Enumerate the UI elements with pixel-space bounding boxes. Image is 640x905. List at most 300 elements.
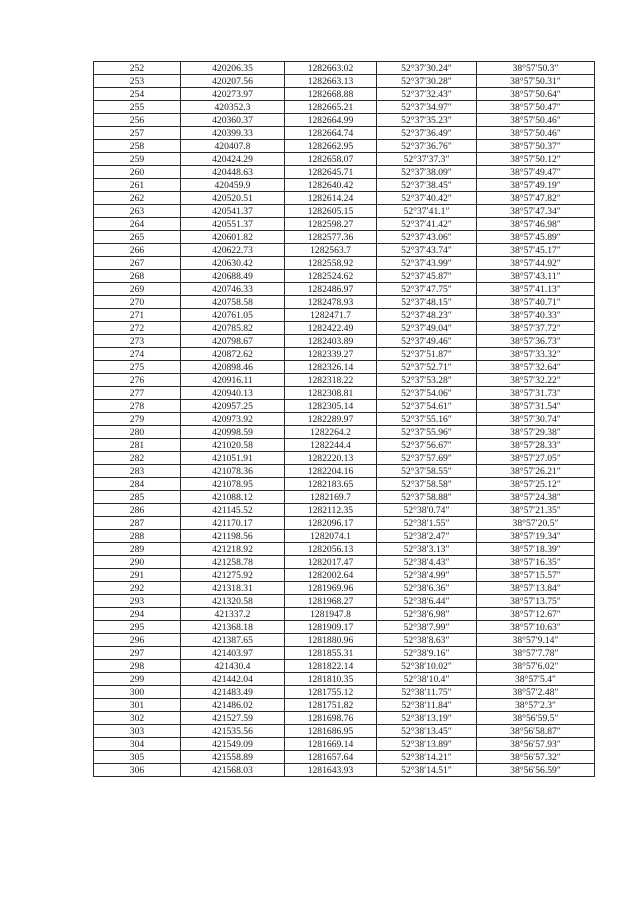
x-coordinate-cell: 420798.67 — [181, 335, 285, 348]
longitude-cell: 38°57′30.74″ — [477, 413, 595, 426]
table-row — [94, 75, 595, 88]
table-row — [94, 569, 595, 582]
table-row — [94, 88, 595, 101]
longitude-cell: 38°57′31.54″ — [477, 400, 595, 413]
x-coordinate-cell: 421078.95 — [181, 478, 285, 491]
latitude-cell: 52°37′53.28″ — [377, 374, 477, 387]
table-row — [94, 309, 595, 322]
table-row — [94, 582, 595, 595]
longitude-cell: 38°57′29.38″ — [477, 426, 595, 439]
point-number-cell: 266 — [94, 244, 181, 257]
x-coordinate-cell: 421558.89 — [181, 751, 285, 764]
y-coordinate-cell: 1281855.31 — [285, 647, 377, 660]
longitude-cell: 38°57′36.73″ — [477, 335, 595, 348]
latitude-cell: 52°37′34.97″ — [377, 101, 477, 114]
x-coordinate-cell: 420916.11 — [181, 374, 285, 387]
longitude-cell: 38°57′50.47″ — [477, 101, 595, 114]
x-coordinate-cell: 420630.42 — [181, 257, 285, 270]
latitude-cell: 52°38′13.19″ — [377, 712, 477, 725]
longitude-cell: 38°57′33.32″ — [477, 348, 595, 361]
longitude-cell: 38°57′5.4″ — [477, 673, 595, 686]
longitude-cell: 38°56′58.87″ — [477, 725, 595, 738]
point-number-cell: 272 — [94, 322, 181, 335]
point-number-cell: 274 — [94, 348, 181, 361]
y-coordinate-cell: 1282339.27 — [285, 348, 377, 361]
table-row — [94, 764, 595, 777]
x-coordinate-cell: 420746.33 — [181, 283, 285, 296]
y-coordinate-cell: 1282017.47 — [285, 556, 377, 569]
x-coordinate-cell: 420541.37 — [181, 205, 285, 218]
point-number-cell: 295 — [94, 621, 181, 634]
latitude-cell: 52°37′36.76″ — [377, 140, 477, 153]
latitude-cell: 52°38′4.43″ — [377, 556, 477, 569]
longitude-cell: 38°56′57.93″ — [477, 738, 595, 751]
longitude-cell: 38°57′45.17″ — [477, 244, 595, 257]
point-number-cell: 259 — [94, 153, 181, 166]
latitude-cell: 52°38′6.36″ — [377, 582, 477, 595]
longitude-cell: 38°57′9.14″ — [477, 634, 595, 647]
x-coordinate-cell: 420551.37 — [181, 218, 285, 231]
y-coordinate-cell: 1281686.95 — [285, 725, 377, 738]
point-number-cell: 277 — [94, 387, 181, 400]
latitude-cell: 52°37′51.87″ — [377, 348, 477, 361]
point-number-cell: 263 — [94, 205, 181, 218]
table-row — [94, 556, 595, 569]
coordinates-table — [93, 61, 595, 777]
x-coordinate-cell: 420872.62 — [181, 348, 285, 361]
longitude-cell: 38°57′40.71″ — [477, 296, 595, 309]
point-number-cell: 290 — [94, 556, 181, 569]
latitude-cell: 52°38′13.45″ — [377, 725, 477, 738]
y-coordinate-cell: 1281968.27 — [285, 595, 377, 608]
y-coordinate-cell: 1282662.95 — [285, 140, 377, 153]
y-coordinate-cell: 1282524.62 — [285, 270, 377, 283]
point-number-cell: 279 — [94, 413, 181, 426]
table-row — [94, 205, 595, 218]
x-coordinate-cell: 420940.13 — [181, 387, 285, 400]
point-number-cell: 280 — [94, 426, 181, 439]
point-number-cell: 297 — [94, 647, 181, 660]
y-coordinate-cell: 1281755.12 — [285, 686, 377, 699]
point-number-cell: 305 — [94, 751, 181, 764]
x-coordinate-cell: 421198.56 — [181, 530, 285, 543]
latitude-cell: 52°37′43.74″ — [377, 244, 477, 257]
latitude-cell: 52°38′10.4″ — [377, 673, 477, 686]
point-number-cell: 269 — [94, 283, 181, 296]
point-number-cell: 264 — [94, 218, 181, 231]
longitude-cell: 38°57′31.73″ — [477, 387, 595, 400]
longitude-cell: 38°57′6.02″ — [477, 660, 595, 673]
x-coordinate-cell: 421145.52 — [181, 504, 285, 517]
latitude-cell: 52°37′55.16″ — [377, 413, 477, 426]
x-coordinate-cell: 420758.58 — [181, 296, 285, 309]
y-coordinate-cell: 1282244.4 — [285, 439, 377, 452]
latitude-cell: 52°37′32.43″ — [377, 88, 477, 101]
x-coordinate-cell: 420352.3 — [181, 101, 285, 114]
x-coordinate-cell: 420998.59 — [181, 426, 285, 439]
y-coordinate-cell: 1282665.21 — [285, 101, 377, 114]
longitude-cell: 38°57′27.05″ — [477, 452, 595, 465]
latitude-cell: 52°37′58.88″ — [377, 491, 477, 504]
table-row — [94, 400, 595, 413]
longitude-cell: 38°57′13.75″ — [477, 595, 595, 608]
y-coordinate-cell: 1282640.42 — [285, 179, 377, 192]
latitude-cell: 52°37′30.28″ — [377, 75, 477, 88]
latitude-cell: 52°38′11.84″ — [377, 699, 477, 712]
y-coordinate-cell: 1282318.22 — [285, 374, 377, 387]
table-row — [94, 335, 595, 348]
x-coordinate-cell: 421387.65 — [181, 634, 285, 647]
latitude-cell: 52°37′41.1″ — [377, 205, 477, 218]
x-coordinate-cell: 421170.17 — [181, 517, 285, 530]
point-number-cell: 283 — [94, 465, 181, 478]
point-number-cell: 273 — [94, 335, 181, 348]
latitude-cell: 52°38′14.21″ — [377, 751, 477, 764]
y-coordinate-cell: 1282658.07 — [285, 153, 377, 166]
table-row — [94, 283, 595, 296]
longitude-cell: 38°57′32.64″ — [477, 361, 595, 374]
longitude-cell: 38°57′49.47″ — [477, 166, 595, 179]
y-coordinate-cell: 1282668.88 — [285, 88, 377, 101]
latitude-cell: 52°38′7.99″ — [377, 621, 477, 634]
x-coordinate-cell: 421218.92 — [181, 543, 285, 556]
table-row — [94, 725, 595, 738]
latitude-cell: 52°37′58.55″ — [377, 465, 477, 478]
point-number-cell: 300 — [94, 686, 181, 699]
table-row — [94, 270, 595, 283]
table-row — [94, 751, 595, 764]
longitude-cell: 38°57′20.5″ — [477, 517, 595, 530]
longitude-cell: 38°57′10.63″ — [477, 621, 595, 634]
latitude-cell: 52°38′8.63″ — [377, 634, 477, 647]
point-number-cell: 282 — [94, 452, 181, 465]
y-coordinate-cell: 1282264.2 — [285, 426, 377, 439]
y-coordinate-cell: 1282220.13 — [285, 452, 377, 465]
latitude-cell: 52°37′58.58″ — [377, 478, 477, 491]
latitude-cell: 52°37′56.67″ — [377, 439, 477, 452]
point-number-cell: 253 — [94, 75, 181, 88]
x-coordinate-cell: 421337.2 — [181, 608, 285, 621]
table-row — [94, 101, 595, 114]
point-number-cell: 256 — [94, 114, 181, 127]
table-row — [94, 374, 595, 387]
point-number-cell: 284 — [94, 478, 181, 491]
table-row — [94, 686, 595, 699]
y-coordinate-cell: 1282645.71 — [285, 166, 377, 179]
point-number-cell: 267 — [94, 257, 181, 270]
longitude-cell: 38°57′49.19″ — [477, 179, 595, 192]
longitude-cell: 38°57′21.35″ — [477, 504, 595, 517]
y-coordinate-cell: 1282096.17 — [285, 517, 377, 530]
y-coordinate-cell: 1282169.7 — [285, 491, 377, 504]
longitude-cell: 38°57′50.12″ — [477, 153, 595, 166]
latitude-cell: 52°38′2.47″ — [377, 530, 477, 543]
point-number-cell: 260 — [94, 166, 181, 179]
latitude-cell: 52°38′1.55″ — [377, 517, 477, 530]
x-coordinate-cell: 420448.63 — [181, 166, 285, 179]
table-row — [94, 608, 595, 621]
longitude-cell: 38°57′18.39″ — [477, 543, 595, 556]
longitude-cell: 38°57′24.38″ — [477, 491, 595, 504]
longitude-cell: 38°57′41.13″ — [477, 283, 595, 296]
latitude-cell: 52°37′40.42″ — [377, 192, 477, 205]
point-number-cell: 252 — [94, 62, 181, 75]
table-row — [94, 530, 595, 543]
y-coordinate-cell: 1282598.27 — [285, 218, 377, 231]
table-row — [94, 699, 595, 712]
longitude-cell: 38°57′15.57″ — [477, 569, 595, 582]
y-coordinate-cell: 1282605.15 — [285, 205, 377, 218]
longitude-cell: 38°57′13.84″ — [477, 582, 595, 595]
longitude-cell: 38°57′47.82″ — [477, 192, 595, 205]
table-row — [94, 231, 595, 244]
longitude-cell: 38°57′16.35″ — [477, 556, 595, 569]
y-coordinate-cell: 1281643.93 — [285, 764, 377, 777]
table-row — [94, 127, 595, 140]
latitude-cell: 52°37′48.23″ — [377, 309, 477, 322]
table-row — [94, 478, 595, 491]
longitude-cell: 38°57′50.46″ — [477, 114, 595, 127]
x-coordinate-cell: 420520.51 — [181, 192, 285, 205]
latitude-cell: 52°37′49.46″ — [377, 335, 477, 348]
point-number-cell: 262 — [94, 192, 181, 205]
x-coordinate-cell: 421368.18 — [181, 621, 285, 634]
table-row — [94, 387, 595, 400]
latitude-cell: 52°37′36.49″ — [377, 127, 477, 140]
table-row — [94, 62, 595, 75]
latitude-cell: 52°37′54.61″ — [377, 400, 477, 413]
point-number-cell: 287 — [94, 517, 181, 530]
longitude-cell: 38°57′47.34″ — [477, 205, 595, 218]
x-coordinate-cell: 420898.46 — [181, 361, 285, 374]
x-coordinate-cell: 420206.35 — [181, 62, 285, 75]
y-coordinate-cell: 1282002.64 — [285, 569, 377, 582]
x-coordinate-cell: 421403.97 — [181, 647, 285, 660]
latitude-cell: 52°38′6.98″ — [377, 608, 477, 621]
latitude-cell: 52°37′35.23″ — [377, 114, 477, 127]
table-row — [94, 738, 595, 751]
y-coordinate-cell: 1282112.35 — [285, 504, 377, 517]
table-row — [94, 166, 595, 179]
x-coordinate-cell: 420399.33 — [181, 127, 285, 140]
latitude-cell: 52°38′10.02″ — [377, 660, 477, 673]
x-coordinate-cell: 420360.37 — [181, 114, 285, 127]
x-coordinate-cell: 420207.56 — [181, 75, 285, 88]
longitude-cell: 38°57′46.98″ — [477, 218, 595, 231]
y-coordinate-cell: 1281947.8 — [285, 608, 377, 621]
point-number-cell: 298 — [94, 660, 181, 673]
longitude-cell: 38°56′56.59″ — [477, 764, 595, 777]
point-number-cell: 302 — [94, 712, 181, 725]
point-number-cell: 275 — [94, 361, 181, 374]
x-coordinate-cell: 420761.05 — [181, 309, 285, 322]
latitude-cell: 52°37′57.69″ — [377, 452, 477, 465]
y-coordinate-cell: 1282471.7 — [285, 309, 377, 322]
latitude-cell: 52°38′9.16″ — [377, 647, 477, 660]
table-row — [94, 621, 595, 634]
latitude-cell: 52°37′54.06″ — [377, 387, 477, 400]
table-row — [94, 673, 595, 686]
point-number-cell: 265 — [94, 231, 181, 244]
latitude-cell: 52°37′52.71″ — [377, 361, 477, 374]
point-number-cell: 255 — [94, 101, 181, 114]
latitude-cell: 52°37′41.42″ — [377, 218, 477, 231]
latitude-cell: 52°38′14.51″ — [377, 764, 477, 777]
y-coordinate-cell: 1282558.92 — [285, 257, 377, 270]
table-row — [94, 361, 595, 374]
y-coordinate-cell: 1282183.65 — [285, 478, 377, 491]
latitude-cell: 52°38′0.74″ — [377, 504, 477, 517]
latitude-cell: 52°37′47.75″ — [377, 283, 477, 296]
x-coordinate-cell: 421318.31 — [181, 582, 285, 595]
point-number-cell: 268 — [94, 270, 181, 283]
y-coordinate-cell: 1282305.14 — [285, 400, 377, 413]
point-number-cell: 281 — [94, 439, 181, 452]
table-row — [94, 647, 595, 660]
table-row — [94, 114, 595, 127]
y-coordinate-cell: 1282478.93 — [285, 296, 377, 309]
point-number-cell: 258 — [94, 140, 181, 153]
x-coordinate-cell: 420601.82 — [181, 231, 285, 244]
latitude-cell: 52°38′3.13″ — [377, 543, 477, 556]
table-row — [94, 140, 595, 153]
x-coordinate-cell: 421051.91 — [181, 452, 285, 465]
point-number-cell: 254 — [94, 88, 181, 101]
point-number-cell: 270 — [94, 296, 181, 309]
longitude-cell: 38°57′43.11″ — [477, 270, 595, 283]
longitude-cell: 38°57′7.78″ — [477, 647, 595, 660]
longitude-cell: 38°57′50.3″ — [477, 62, 595, 75]
table-row — [94, 465, 595, 478]
y-coordinate-cell: 1282664.74 — [285, 127, 377, 140]
x-coordinate-cell: 420273.97 — [181, 88, 285, 101]
table-row — [94, 634, 595, 647]
table-row — [94, 543, 595, 556]
y-coordinate-cell: 1282486.97 — [285, 283, 377, 296]
table-row — [94, 322, 595, 335]
latitude-cell: 52°38′6.44″ — [377, 595, 477, 608]
y-coordinate-cell: 1281698.76 — [285, 712, 377, 725]
y-coordinate-cell: 1282403.89 — [285, 335, 377, 348]
point-number-cell: 299 — [94, 673, 181, 686]
longitude-cell: 38°57′2.3″ — [477, 699, 595, 712]
table-row — [94, 179, 595, 192]
point-number-cell: 276 — [94, 374, 181, 387]
x-coordinate-cell: 421258.78 — [181, 556, 285, 569]
latitude-cell: 52°37′55.96″ — [377, 426, 477, 439]
longitude-cell: 38°57′50.31″ — [477, 75, 595, 88]
table-row — [94, 491, 595, 504]
x-coordinate-cell: 421320.58 — [181, 595, 285, 608]
table-row — [94, 244, 595, 257]
longitude-cell: 38°57′45.89″ — [477, 231, 595, 244]
longitude-cell: 38°57′19.34″ — [477, 530, 595, 543]
latitude-cell: 52°37′48.15″ — [377, 296, 477, 309]
table-row — [94, 660, 595, 673]
y-coordinate-cell: 1281909.17 — [285, 621, 377, 634]
point-number-cell: 306 — [94, 764, 181, 777]
longitude-cell: 38°57′2.48″ — [477, 686, 595, 699]
y-coordinate-cell: 1282663.02 — [285, 62, 377, 75]
x-coordinate-cell: 421078.36 — [181, 465, 285, 478]
table-row — [94, 348, 595, 361]
latitude-cell: 52°38′11.75″ — [377, 686, 477, 699]
x-coordinate-cell: 420957.25 — [181, 400, 285, 413]
y-coordinate-cell: 1282663.13 — [285, 75, 377, 88]
latitude-cell: 52°37′30.24″ — [377, 62, 477, 75]
x-coordinate-cell: 420622.73 — [181, 244, 285, 257]
y-coordinate-cell: 1282614.24 — [285, 192, 377, 205]
y-coordinate-cell: 1282204.16 — [285, 465, 377, 478]
x-coordinate-cell: 421486.02 — [181, 699, 285, 712]
point-number-cell: 271 — [94, 309, 181, 322]
point-number-cell: 289 — [94, 543, 181, 556]
point-number-cell: 303 — [94, 725, 181, 738]
x-coordinate-cell: 421088.12 — [181, 491, 285, 504]
table-row — [94, 413, 595, 426]
y-coordinate-cell: 1282577.36 — [285, 231, 377, 244]
y-coordinate-cell: 1282074.1 — [285, 530, 377, 543]
y-coordinate-cell: 1281822.14 — [285, 660, 377, 673]
y-coordinate-cell: 1282056.13 — [285, 543, 377, 556]
y-coordinate-cell: 1282422.49 — [285, 322, 377, 335]
latitude-cell: 52°38′4.99″ — [377, 569, 477, 582]
longitude-cell: 38°57′26.21″ — [477, 465, 595, 478]
y-coordinate-cell: 1282563.7 — [285, 244, 377, 257]
latitude-cell: 52°37′45.87″ — [377, 270, 477, 283]
longitude-cell: 38°57′50.46″ — [477, 127, 595, 140]
longitude-cell: 38°57′32.22″ — [477, 374, 595, 387]
table-row — [94, 439, 595, 452]
x-coordinate-cell: 421527.59 — [181, 712, 285, 725]
latitude-cell: 52°37′43.06″ — [377, 231, 477, 244]
x-coordinate-cell: 421483.49 — [181, 686, 285, 699]
x-coordinate-cell: 421535.56 — [181, 725, 285, 738]
y-coordinate-cell: 1282308.81 — [285, 387, 377, 400]
table-row — [94, 517, 595, 530]
y-coordinate-cell: 1282289.97 — [285, 413, 377, 426]
point-number-cell: 293 — [94, 595, 181, 608]
table-row — [94, 218, 595, 231]
point-number-cell: 286 — [94, 504, 181, 517]
table-row — [94, 296, 595, 309]
y-coordinate-cell: 1281969.96 — [285, 582, 377, 595]
latitude-cell: 52°37′49.04″ — [377, 322, 477, 335]
point-number-cell: 301 — [94, 699, 181, 712]
y-coordinate-cell: 1281810.35 — [285, 673, 377, 686]
point-number-cell: 304 — [94, 738, 181, 751]
point-number-cell: 288 — [94, 530, 181, 543]
coordinates-table-body — [94, 62, 595, 777]
longitude-cell: 38°57′37.72″ — [477, 322, 595, 335]
table-row — [94, 192, 595, 205]
longitude-cell: 38°57′50.64″ — [477, 88, 595, 101]
x-coordinate-cell: 420424.29 — [181, 153, 285, 166]
longitude-cell: 38°57′25.12″ — [477, 478, 595, 491]
longitude-cell: 38°57′12.67″ — [477, 608, 595, 621]
x-coordinate-cell: 420973.92 — [181, 413, 285, 426]
table-row — [94, 153, 595, 166]
x-coordinate-cell: 421549.09 — [181, 738, 285, 751]
longitude-cell: 38°57′44.92″ — [477, 257, 595, 270]
y-coordinate-cell: 1282326.14 — [285, 361, 377, 374]
x-coordinate-cell: 421430.4 — [181, 660, 285, 673]
x-coordinate-cell: 420407.8 — [181, 140, 285, 153]
point-number-cell: 291 — [94, 569, 181, 582]
y-coordinate-cell: 1282664.99 — [285, 114, 377, 127]
latitude-cell: 52°37′43.99″ — [377, 257, 477, 270]
table-row — [94, 426, 595, 439]
